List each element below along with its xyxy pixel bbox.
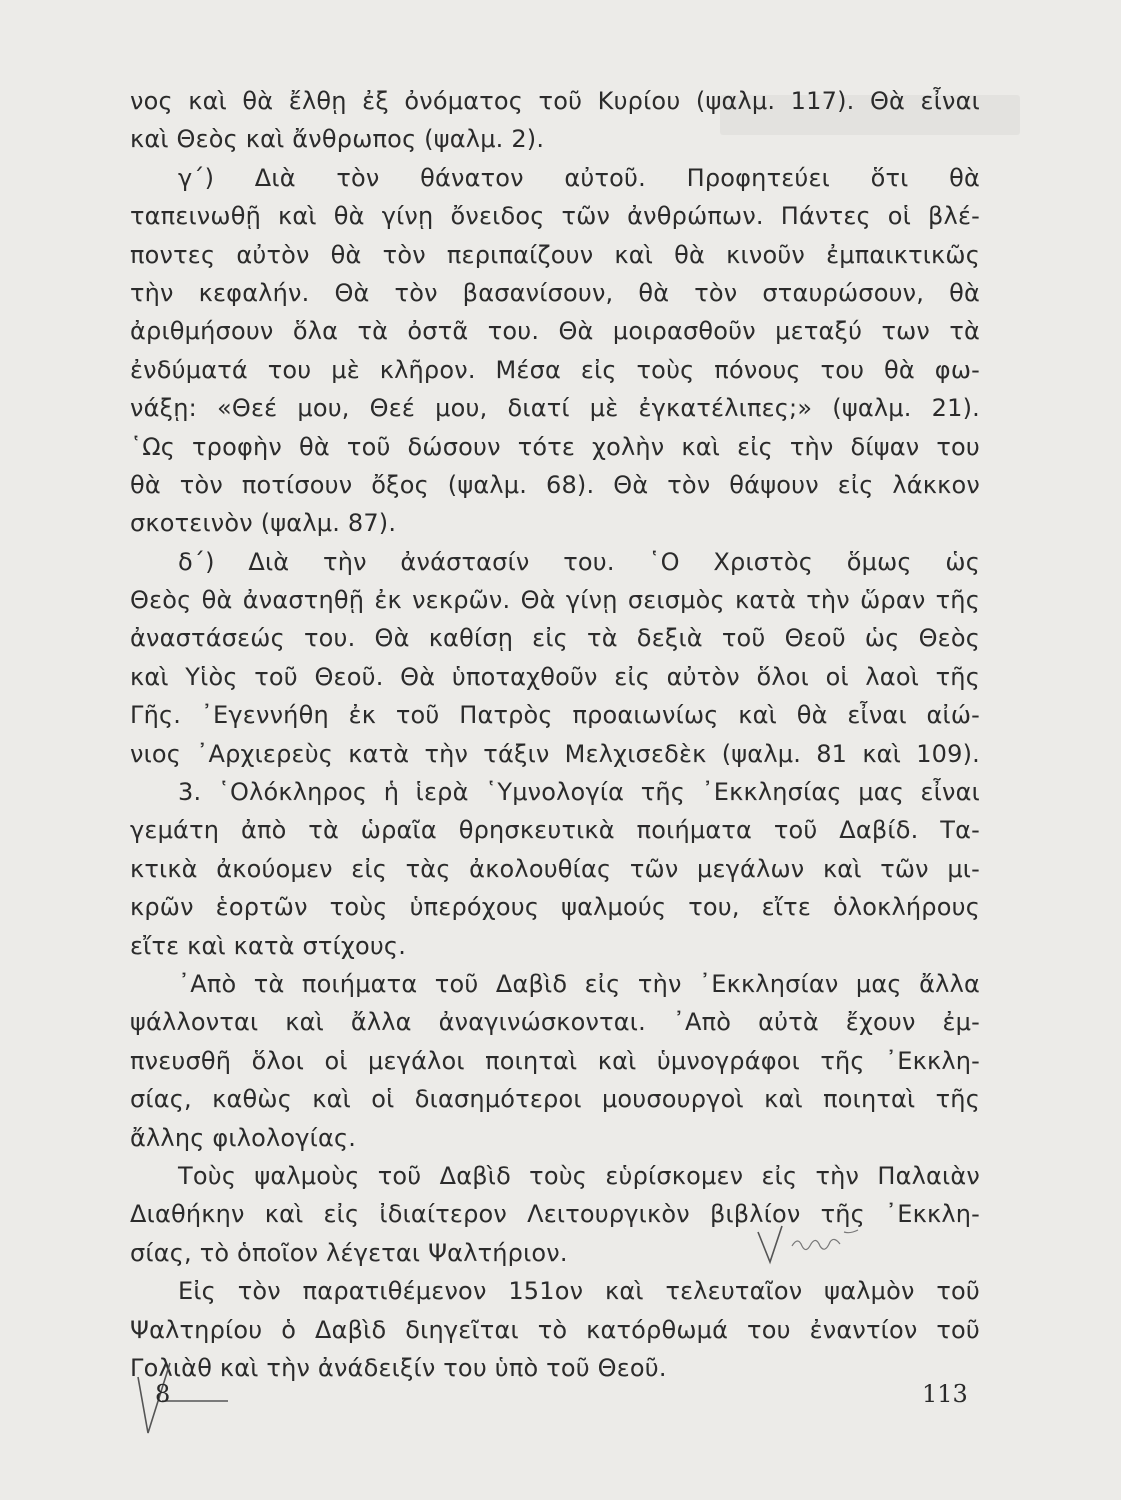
text-line: Τοὺς ψαλμοὺς τοῦ Δαβὶδ τοὺς εὑρίσκομεν εἰς τὴν Παλαιὰν — [178, 1161, 980, 1190]
text-line: Εἰς τὸν παρατιθέμενον 151ον καὶ τελευταῖον ψαλμὸν τοῦ — [178, 1277, 980, 1306]
text-line: σκοτεινὸν (ψαλμ. 87). — [130, 509, 397, 538]
text-line: εἴτε καὶ κατὰ στίχους. — [130, 931, 407, 960]
handwritten-annotation — [752, 1222, 872, 1268]
text-line: σίας, τὸ ὁποῖον λέγεται Ψαλτήριον. — [130, 1238, 568, 1267]
text-line: γεμάτη ἀπὸ τὰ ὡραῖα θρησκευτικὰ ποιήματα τοῦ Δαβίδ. Τα- — [130, 816, 980, 845]
text-line: Θεὸς θὰ ἀναστηθῇ ἐκ νεκρῶν. Θὰ γίνῃ σεισμὸς κατὰ τὴν ὥραν τῆς — [130, 586, 980, 615]
text-line: Ψαλτηρίου ὁ Δαβὶδ διηγεῖται τὸ κατόρθωμά του ἐναντίον τοῦ — [130, 1315, 980, 1344]
text-line: νιος ᾿Αρχιερεὺς κατὰ τὴν τάξιν Μελχισεδὲκ (ψαλμ. 81 καὶ 109). — [130, 739, 980, 768]
text-line: θὰ τὸν ποτίσουν ὄξος (ψαλμ. 68). Θὰ τὸν θάψουν εἰς λάκκον — [130, 470, 980, 499]
text-line: ἄλλης φιλολογίας. — [130, 1123, 357, 1152]
text-line: ἐνδύματά του μὲ κλῆρον. Μέσα εἰς τοὺς πόνους του θὰ φω- — [130, 355, 980, 384]
text-line: ᾿Απὸ τὰ ποιήματα τοῦ Δαβὶδ εἰς τὴν ᾿Εκκλησίαν μας ἄλλα — [178, 969, 980, 998]
text-line: σίας, καθὼς καὶ οἱ διασημότεροι μουσουργοὶ καὶ ποιηταὶ τῆς — [130, 1085, 980, 1114]
text-line: κρῶν ἑορτῶν τοὺς ὑπερόχους ψαλμούς του, εἴτε ὁλοκλήρους — [130, 893, 980, 922]
text-line: νος καὶ θὰ ἔλθῃ ἐξ ὀνόματος τοῦ Κυρίου (ψαλμ. 117). Θὰ εἶναι — [130, 87, 980, 115]
page-number: 113 — [922, 1380, 968, 1408]
text-line: πνευσθῆ ὅλοι οἱ μεγάλοι ποιηταὶ καὶ ὑμνογράφοι τῆς ᾿Εκκλη- — [130, 1046, 980, 1075]
text-line: δ΄) Διὰ τὴν ἀνάστασίν του. ῾Ο Χριστὸς ὅμως ὡς — [178, 547, 980, 576]
text-line: γ΄) Διὰ τὸν θάνατον αὐτοῦ. Προφητεύει ὅτι θὰ — [178, 163, 980, 192]
text-line: κτικὰ ἀκούομεν εἰς τὰς ἀκολουθίας τῶν μεγάλων καὶ τῶν μι- — [130, 854, 980, 883]
text-line: 3. ῾Ολόκληρος ἡ ἱερὰ ῾Υμνολογία τῆς ᾿Εκκλησίας μας εἶναι — [178, 778, 980, 807]
text-line: ἀναστάσεώς του. Θὰ καθίσῃ εἰς τὰ δεξιὰ τοῦ Θεοῦ ὡς Θεὸς — [130, 624, 980, 653]
text-line: ταπεινωθῇ καὶ θὰ γίνῃ ὄνειδος τῶν ἀνθρώπων. Πάντες οἱ βλέ- — [130, 202, 980, 231]
text-line: ἀριθμήσουν ὅλα τὰ ὀστᾶ του. Θὰ μοιρασθοῦν μεταξύ των τὰ — [130, 317, 980, 346]
text-line: Γολιὰθ καὶ τὴν ἀνάδειξίν του ὑπὸ τοῦ Θεοῦ. — [130, 1353, 667, 1382]
margin-mark-number: 8 — [155, 1380, 171, 1408]
text-line: καὶ Θεὸς καὶ ἄνθρωπος (ψαλμ. 2). — [130, 125, 545, 154]
text-line: ποντες αὐτὸν θὰ τὸν περιπαίζουν καὶ θὰ κινοῦν ἐμπαικτικῶς — [130, 240, 980, 269]
body-text — [130, 82, 980, 1387]
text-line: ῾Ως τροφὴν θὰ τοῦ δώσουν τότε χολὴν καὶ εἰς τὴν δίψαν του — [130, 432, 980, 461]
text-line: Διαθήκην καὶ εἰς ἰδιαίτερον Λειτουργικὸν βιβλίον τῆς ᾿Εκκλη- — [130, 1200, 980, 1229]
text-line: νάξῃ: «Θεέ μου, Θεέ μου, διατί μὲ ἐγκατέλιπες;» (ψαλμ. 21). — [130, 394, 980, 423]
text-line: Γῆς. ᾿Εγεννήθη ἐκ τοῦ Πατρὸς προαιωνίως καὶ θὰ εἶναι αἰώ- — [130, 701, 980, 730]
margin-pen-mark — [118, 1345, 238, 1445]
text-line: καὶ Υἱὸς τοῦ Θεοῦ. Θὰ ὑποταχθοῦν εἰς αὐτὸν ὅλοι οἱ λαοὶ τῆς — [130, 662, 980, 691]
text-line: τὴν κεφαλήν. Θὰ τὸν βασανίσουν, θὰ τὸν σταυρώσουν, θὰ — [130, 278, 980, 307]
text-line: ψάλλονται καὶ ἄλλα ἀναγινώσκονται. ᾿Απὸ αὐτὰ ἔχουν ἐμ- — [130, 1008, 980, 1037]
